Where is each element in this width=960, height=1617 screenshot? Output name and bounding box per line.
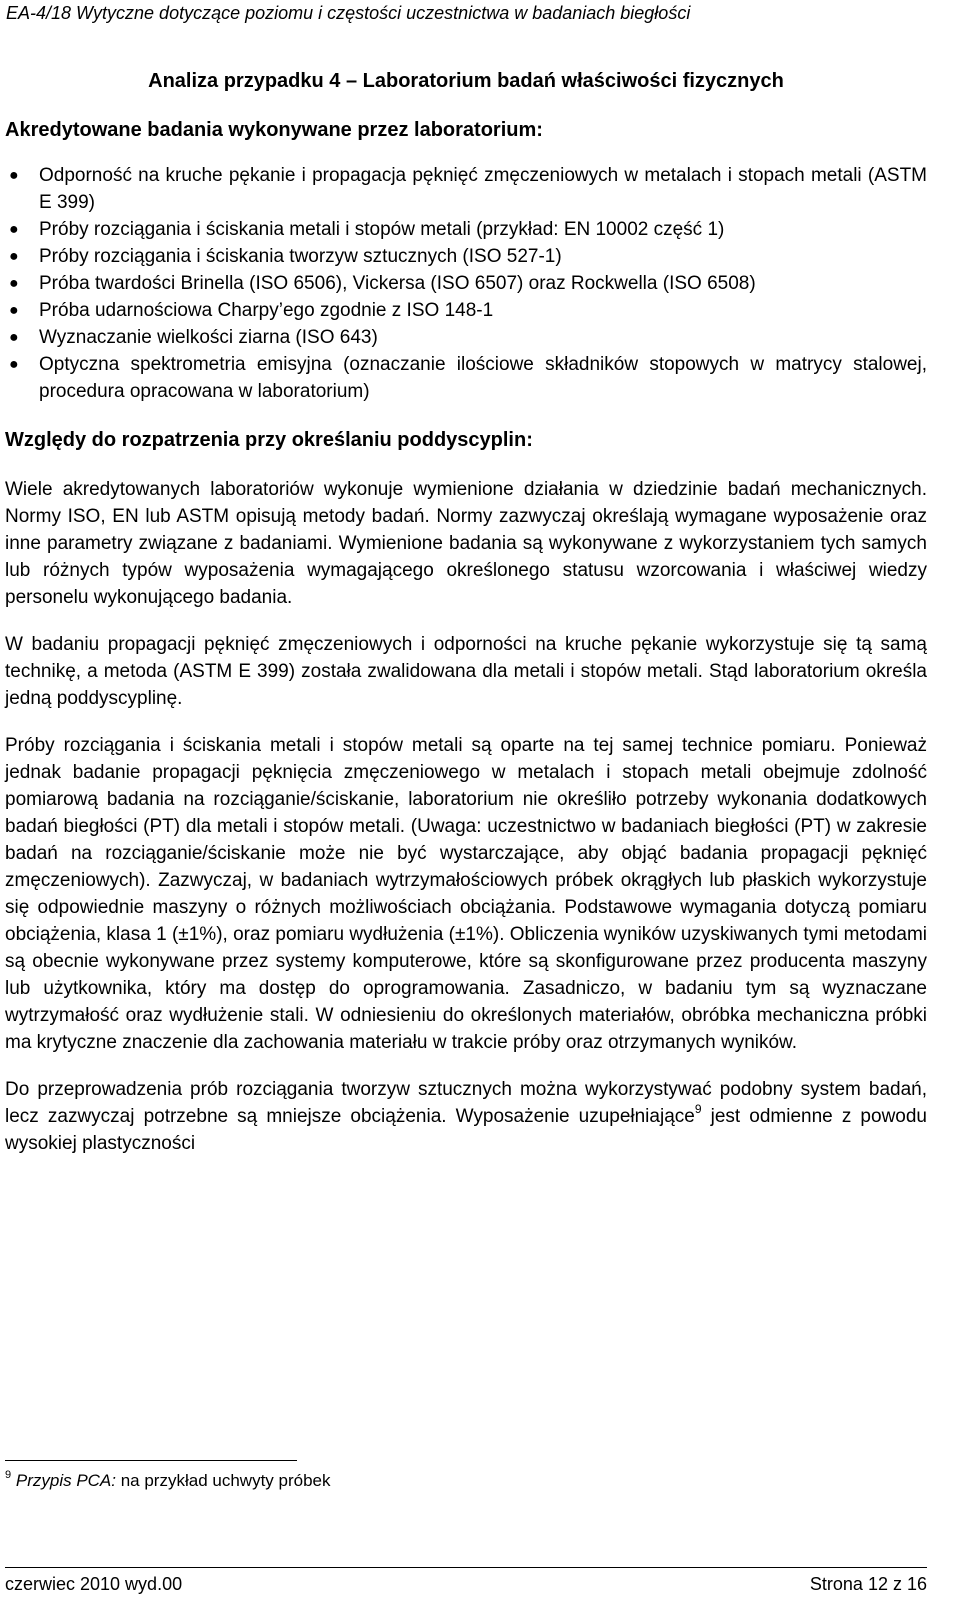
bullet-icon: ● xyxy=(9,302,19,319)
bullet-icon: ● xyxy=(9,356,19,373)
body-paragraph: Wiele akredytowanych laboratoriów wykonuje wymienione działania w dziedzinie badań mechanicznych. Normy ISO, EN lub ASTM opisują metody badań. Normy zazwyczaj określają wymagane wyposażenie oraz inne parametry związane z badaniami. Wymienione badania są wykonywane z wykorzystaniem tych samych lub różnych typów wyposażenia wymagającego określonego statusu wzorcowania i właściwej wiedzy personelu wykonującego badania. xyxy=(5,479,927,608)
footnote-reference[interactable]: 9 xyxy=(694,1102,702,1116)
case-study-title: Analiza przypadku 4 – Laboratorium badań właściwości fizycznych xyxy=(148,70,784,92)
footer-separator xyxy=(5,1567,927,1568)
body-paragraph: Próby rozciągania i ściskania metali i stopów metali są oparte na tej samej technice pomiaru. Ponieważ jednak badanie propagacji pęknięcia zmęczeniowego w metalach i stopach metali obejmuje zdolność pomiarową badania na rozciąganie/ściskanie, laboratorium nie określiło potrzeby wykonania dodatkowych badań biegłości (PT) dla metali i stopów metali. (Uwaga: uczestnictwo w badaniach biegłości (PT) w zakresie badań na rozciąganie/ściskanie może nie być wystarczające, aby objąć badania propagacji pęknięć zmęczeniowych). Zazwyczaj, w badaniach wytrzymałościowych próbek okrągłych lub płaskich wykorzystuje się odpowiednie maszyny o różnych możliwościach obciążania. Podstawowe wymagania dotyczą pomiaru obciążenia, klasa 1 (±1%), oraz pomiaru wydłużenia (±1%). Obliczenia wyników uzyskiwanych tymi metodami są obecnie wykonywane przez systemy komputerowe, które są skonfigurowane przez producenta maszyny lub użytkownika, który ma dostęp do oprogramowania. Zasadniczo, w badaniu tym są wyznaczane wytrzymałość oraz wydłużenie stali. W odniesieniu do określonych materiałów, obróbka mechaniczna próbki ma krytyczne znaczenie dla zachowania materiału w trakcie próby oraz otrzymanych wyników. xyxy=(5,735,927,1053)
page-number: Strona 12 z 16 xyxy=(809,1574,927,1594)
running-header: EA-4/18 Wytyczne dotyczące poziomu i częstości uczestnictwa w badaniach biegłości xyxy=(6,3,691,23)
bullet-icon: ● xyxy=(9,221,19,238)
list-item: ● Optyczna spektrometria emisyjna (oznaczanie ilościowe składników stopowych w matrycy stalowej, procedura opracowana w laboratorium) xyxy=(5,351,927,405)
body-paragraph-last: Do przeprowadzenia prób rozciągania tworzyw sztucznych można wykorzystywać podobny system badań, lecz zazwyczaj potrzebne są mniejsze obciążenia. Wyposażenie uzupełniające$^9$ jest odmienne z powodu wysokiej plastyczności xyxy=(5,1079,927,1154)
page-content xyxy=(5,68,927,1157)
bullet-icon: ● xyxy=(9,248,19,265)
footnote-text: na przykład uchwyty próbek xyxy=(116,1471,331,1490)
subdiscipline-heading: Względy do rozpatrzenia przy określaniu poddyscyplin: xyxy=(5,429,533,451)
footnote-label: Przypis PCA: xyxy=(15,1471,116,1490)
bullet-icon: ● xyxy=(9,275,19,292)
bullet-icon: ● xyxy=(9,167,19,184)
footnote-separator xyxy=(5,1460,297,1461)
accredited-tests-heading: Akredytowane badania wykonywane przez laboratorium: xyxy=(5,119,543,141)
body-paragraph: W badaniu propagacji pęknięć zmęczeniowych i odporności na kruche pękanie wykorzystuje się tą samą technikę, a metoda (ASTM E 399) została zwalidowana dla metali i stopów metali. Stąd laboratorium określa jedną poddyscyplinę. xyxy=(5,634,927,709)
bullet-icon: ● xyxy=(9,329,19,346)
list-item: ● Wyznaczanie wielkości ziarna (ISO 643) xyxy=(5,324,927,351)
list-item: ● Próby rozciągania i ściskania metali i stopów metali (przykład: EN 10002 część 1) xyxy=(5,216,927,243)
footer-date: czerwiec 2010 wyd.00 xyxy=(5,1574,183,1594)
list-item: ● Próba udarnościowa Charpy’ego zgodnie z ISO 148-1 xyxy=(5,297,927,324)
footnote xyxy=(5,1470,331,1492)
footnote-number: 9 xyxy=(5,1469,12,1481)
list-item: ● Próba twardości Brinella (ISO 6506), Vickersa (ISO 6507) oraz Rockwella (ISO 6508) xyxy=(5,270,927,297)
list-item: ● Próby rozciągania i ściskania tworzyw sztucznych (ISO 527-1) xyxy=(5,243,927,270)
list-item: ● Odporność na kruche pękanie i propagacja pęknięć zmęczeniowych w metalach i stopach metali (ASTM E 399) xyxy=(5,162,927,216)
accredited-tests-list xyxy=(5,162,927,405)
